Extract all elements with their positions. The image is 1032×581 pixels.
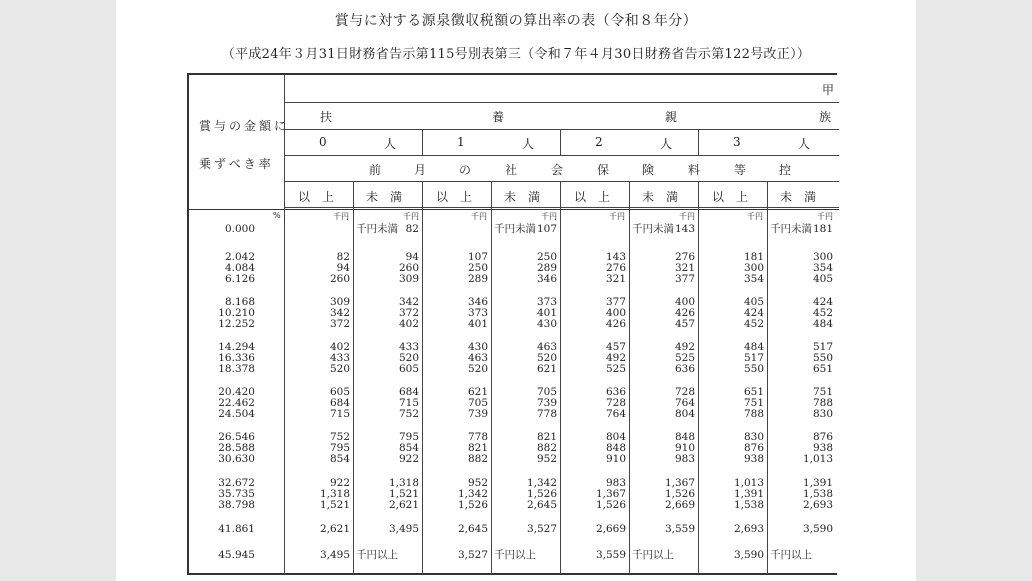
table-row <box>189 319 839 329</box>
ijou-cell: 804 <box>605 431 626 443</box>
table-row <box>189 364 839 374</box>
miman-cell: 276 <box>674 251 695 263</box>
ijou-header-2: 以 上 <box>574 190 611 204</box>
rate-cell: 41.861 <box>218 523 255 535</box>
ijou-cell: 848 <box>605 442 626 454</box>
person-1-unit: 人 <box>522 137 535 151</box>
ijou-cell: 751 <box>743 397 764 409</box>
miman-cell: 728 <box>674 386 695 398</box>
miman-cell: 520 <box>398 352 419 364</box>
zengetsu-char-4: 社 <box>505 163 518 177</box>
rate-cell: 2.042 <box>224 251 255 263</box>
header-rule-4 <box>284 181 839 182</box>
zengetsu-char-8: 料 <box>688 163 701 177</box>
ijou-cell: 752 <box>329 431 350 443</box>
ijou-cell: 910 <box>605 453 626 465</box>
miman-cell: 788 <box>812 397 833 409</box>
miman-cell: 484 <box>812 318 833 330</box>
zengetsu-char-5: 会 <box>551 163 564 177</box>
ijou-cell: 1,391 <box>733 488 764 500</box>
miman-cell: 1,318 <box>388 477 419 489</box>
ijou-cell: 550 <box>743 363 764 375</box>
miman-cell: 739 <box>536 397 557 409</box>
sub-divider-3 <box>629 181 630 575</box>
miman-cell: 346 <box>536 273 557 285</box>
miman-header-2: 未 満 <box>642 190 679 204</box>
rate-cell: 6.126 <box>224 273 255 285</box>
ijou-cell: 1,318 <box>319 488 350 500</box>
miman-cell: 938 <box>812 442 833 454</box>
ijou-cell: 525 <box>605 363 626 375</box>
miman-cell: 1,526 <box>526 488 557 500</box>
ijou-cell: 876 <box>743 442 764 454</box>
miman-cell: 1,342 <box>526 477 557 489</box>
table-row <box>189 443 839 453</box>
header-bottom-rule-inner <box>284 207 839 208</box>
miman-cell: 2,645 <box>526 499 557 511</box>
fuyou-char-2: 養 <box>492 110 505 124</box>
miman-cell: 143 <box>674 223 695 235</box>
ijou-cell: 1,526 <box>595 499 626 511</box>
fuyou-char-3: 親 <box>665 110 678 124</box>
ijou-cell: 402 <box>329 341 350 353</box>
person-2-unit: 人 <box>660 137 673 151</box>
ijou-cell: 3,559 <box>595 549 626 561</box>
rate-cell: 45.945 <box>218 549 255 561</box>
sub-divider-2 <box>491 181 492 575</box>
miman-cell: 684 <box>398 386 419 398</box>
miman-cell: 430 <box>536 318 557 330</box>
miman-cell: 520 <box>536 352 557 364</box>
ijou-cell: 705 <box>467 397 488 409</box>
person-2-number: 2 <box>595 135 603 149</box>
miman-cell: 1,391 <box>802 477 833 489</box>
miman-cell: 636 <box>674 363 695 375</box>
ijou-cell: 492 <box>605 352 626 364</box>
ijou-cell: 1,013 <box>733 477 764 489</box>
ijou-cell: 484 <box>743 341 764 353</box>
miman-cell: 354 <box>812 262 833 274</box>
ijou-cell: 2,645 <box>457 523 488 535</box>
ijou-cell: 517 <box>743 352 764 364</box>
miman-header-1: 未 満 <box>504 190 541 204</box>
miman-cell: 424 <box>812 296 833 308</box>
header-rule-3 <box>284 155 839 156</box>
table-row <box>189 432 839 442</box>
miman-cell: 463 <box>536 341 557 353</box>
ijou-cell: 764 <box>605 408 626 420</box>
senen-unit: 千円 <box>541 212 557 221</box>
person-divider-3 <box>698 129 699 155</box>
ijou-cell: 377 <box>605 296 626 308</box>
miman-cell: 181 <box>812 223 833 235</box>
ijou-cell: 405 <box>743 296 764 308</box>
miman-cell: 457 <box>674 318 695 330</box>
table-row <box>189 398 839 408</box>
zengetsu-char-6: 保 <box>597 163 610 177</box>
ijou-cell: 94 <box>336 262 350 274</box>
miman-header-3: 未 満 <box>780 190 817 204</box>
table-row <box>189 387 839 397</box>
miman-cell: 452 <box>812 307 833 319</box>
group-divider-3 <box>698 181 699 575</box>
ijou-cell: 3,527 <box>457 549 488 561</box>
ijou-cell: 346 <box>467 296 488 308</box>
ijou-cell: 882 <box>467 453 488 465</box>
ijou-cell: 373 <box>467 307 488 319</box>
miman-cell: 605 <box>398 363 419 375</box>
fuyou-char-1: 扶 <box>320 110 333 124</box>
miman-cell: 910 <box>674 442 695 454</box>
miman-cell: 882 <box>536 442 557 454</box>
rate-cell: 35.735 <box>218 488 255 500</box>
ijou-cell: 463 <box>467 352 488 364</box>
ijou-cell: 401 <box>467 318 488 330</box>
ijou-cell: 983 <box>605 477 626 489</box>
ijou-cell: 2,669 <box>595 523 626 535</box>
bound-note: 千円以上 <box>356 549 398 561</box>
sub-divider-4 <box>767 181 768 575</box>
miman-cell: 876 <box>812 431 833 443</box>
ijou-cell: 739 <box>467 408 488 420</box>
bound-note: 千円未満 <box>356 223 398 235</box>
bound-note: 千円未満 <box>770 223 812 235</box>
senen-unit: 千円 <box>609 212 625 221</box>
miman-cell: 402 <box>398 318 419 330</box>
miman-cell: 621 <box>536 363 557 375</box>
ijou-cell: 728 <box>605 397 626 409</box>
miman-cell: 2,621 <box>388 499 419 511</box>
ijou-cell: 1,526 <box>457 499 488 511</box>
miman-cell: 3,590 <box>802 523 833 535</box>
table-row <box>189 500 839 510</box>
ijou-cell: 922 <box>329 477 350 489</box>
ijou-cell: 372 <box>329 318 350 330</box>
rate-cell: 24.504 <box>218 408 255 420</box>
ijou-cell: 821 <box>467 442 488 454</box>
ijou-cell: 778 <box>467 431 488 443</box>
person-3-number: 3 <box>733 135 741 149</box>
person-0-number: 0 <box>319 135 327 149</box>
ijou-cell: 788 <box>743 408 764 420</box>
miman-cell: 795 <box>398 431 419 443</box>
ijou-cell: 82 <box>336 251 350 263</box>
ijou-cell: 854 <box>329 453 350 465</box>
table-row <box>189 409 839 419</box>
person-3-unit: 人 <box>798 137 811 151</box>
ijou-cell: 2,621 <box>319 523 350 535</box>
row-label-line1: 賞与の金額に <box>199 119 290 133</box>
miman-cell: 1,526 <box>664 488 695 500</box>
table-row <box>189 308 839 318</box>
ijou-cell: 1,538 <box>733 499 764 511</box>
miman-cell: 3,527 <box>526 523 557 535</box>
rate-cell: 38.798 <box>218 499 255 511</box>
ijou-cell: 309 <box>329 296 350 308</box>
ijou-header-0: 以 上 <box>298 190 335 204</box>
rate-cell: 12.252 <box>218 318 255 330</box>
ijou-cell: 2,693 <box>733 523 764 535</box>
miman-cell: 830 <box>812 408 833 420</box>
ijou-cell: 143 <box>605 251 626 263</box>
table-row <box>189 252 839 262</box>
group-divider-2 <box>560 181 561 575</box>
rate-cell: 20.420 <box>218 386 255 398</box>
miman-cell: 433 <box>398 341 419 353</box>
bound-note: 千円未満 <box>494 223 536 235</box>
miman-cell: 705 <box>536 386 557 398</box>
ijou-cell: 938 <box>743 453 764 465</box>
ijou-cell: 457 <box>605 341 626 353</box>
miman-cell: 94 <box>405 251 419 263</box>
table-row <box>189 274 839 284</box>
ijou-cell: 289 <box>467 273 488 285</box>
ijou-cell: 684 <box>329 397 350 409</box>
rate-cell: 8.168 <box>224 296 255 308</box>
ijou-cell: 636 <box>605 386 626 398</box>
person-divider-1 <box>422 129 423 155</box>
ijou-cell: 433 <box>329 352 350 364</box>
miman-cell: 377 <box>674 273 695 285</box>
miman-cell: 751 <box>812 386 833 398</box>
zengetsu-char-1: 前 <box>369 163 382 177</box>
person-1-number: 1 <box>457 135 465 149</box>
bound-note: 千円以上 <box>770 549 812 561</box>
header-rule-1 <box>284 102 839 103</box>
rate-cell: 14.294 <box>218 341 255 353</box>
senen-unit: 千円 <box>471 212 487 221</box>
miman-header-0: 未 満 <box>366 190 403 204</box>
rate-cell: 10.210 <box>218 307 255 319</box>
tax-rate-table <box>187 73 837 575</box>
bound-note: 千円以上 <box>494 549 536 561</box>
person-divider-2 <box>560 129 561 155</box>
ijou-cell: 107 <box>467 251 488 263</box>
bound-note: 千円未満 <box>632 223 674 235</box>
miman-cell: 2,693 <box>802 499 833 511</box>
bound-note: 千円以上 <box>632 549 674 561</box>
ijou-cell: 520 <box>467 363 488 375</box>
table-row <box>189 224 839 234</box>
ijou-cell: 520 <box>329 363 350 375</box>
miman-cell: 309 <box>398 273 419 285</box>
miman-cell: 2,669 <box>664 499 695 511</box>
miman-cell: 400 <box>674 296 695 308</box>
miman-cell: 550 <box>812 352 833 364</box>
ijou-cell: 181 <box>743 251 764 263</box>
table-row <box>189 478 839 488</box>
rate-cell: 16.336 <box>218 352 255 364</box>
header-rule-2 <box>284 129 839 130</box>
ijou-cell: 1,367 <box>595 488 626 500</box>
miman-cell: 821 <box>536 431 557 443</box>
table-row <box>189 263 839 273</box>
row-label-line2: 乗ずべき率 <box>199 157 274 171</box>
table-row <box>189 342 839 352</box>
miman-cell: 922 <box>398 453 419 465</box>
ijou-cell: 3,495 <box>319 549 350 561</box>
ijou-cell: 250 <box>467 262 488 274</box>
miman-cell: 82 <box>405 223 419 235</box>
miman-cell: 952 <box>536 453 557 465</box>
table-row <box>189 550 839 560</box>
header-bottom-rule <box>189 209 839 210</box>
ijou-cell: 321 <box>605 273 626 285</box>
miman-cell: 1,538 <box>802 488 833 500</box>
miman-cell: 372 <box>398 307 419 319</box>
senen-unit: 千円 <box>679 212 695 221</box>
ijou-cell: 605 <box>329 386 350 398</box>
miman-cell: 854 <box>398 442 419 454</box>
ijou-cell: 300 <box>743 262 764 274</box>
page-subtitle: （平成24年３月31日財務省告示第115号別表第三（令和７年４月30日財務省告示第122号改正）） <box>221 47 811 62</box>
miman-cell: 342 <box>398 296 419 308</box>
miman-cell: 804 <box>674 408 695 420</box>
ijou-header-1: 以 上 <box>436 190 473 204</box>
miman-cell: 1,013 <box>802 453 833 465</box>
ijou-cell: 1,342 <box>457 488 488 500</box>
miman-cell: 401 <box>536 307 557 319</box>
ijou-cell: 621 <box>467 386 488 398</box>
table-row <box>189 353 839 363</box>
zengetsu-char-9: 等 <box>734 163 747 177</box>
miman-cell: 107 <box>536 223 557 235</box>
ijou-cell: 715 <box>329 408 350 420</box>
percent-unit: % <box>273 211 281 220</box>
ijou-cell: 276 <box>605 262 626 274</box>
miman-cell: 764 <box>674 397 695 409</box>
rate-cell: 4.084 <box>224 262 255 274</box>
person-0-unit: 人 <box>384 137 397 151</box>
rate-cell: 0.000 <box>224 223 255 235</box>
miman-cell: 492 <box>674 341 695 353</box>
ijou-cell: 342 <box>329 307 350 319</box>
miman-cell: 300 <box>812 251 833 263</box>
rate-cell: 32.672 <box>218 477 255 489</box>
table-row <box>189 524 839 534</box>
miman-cell: 778 <box>536 408 557 420</box>
miman-cell: 250 <box>536 251 557 263</box>
rate-cell: 30.630 <box>218 453 255 465</box>
ijou-cell: 830 <box>743 431 764 443</box>
ijou-cell: 452 <box>743 318 764 330</box>
miman-cell: 848 <box>674 431 695 443</box>
miman-cell: 1,521 <box>388 488 419 500</box>
ijou-cell: 3,590 <box>733 549 764 561</box>
ijou-cell: 795 <box>329 442 350 454</box>
senen-unit: 千円 <box>333 212 349 221</box>
ijou-cell: 400 <box>605 307 626 319</box>
table-row <box>189 489 839 499</box>
ijou-cell: 354 <box>743 273 764 285</box>
miman-cell: 321 <box>674 262 695 274</box>
miman-cell: 1,367 <box>664 477 695 489</box>
rate-cell: 26.546 <box>218 431 255 443</box>
miman-cell: 426 <box>674 307 695 319</box>
miman-cell: 651 <box>812 363 833 375</box>
miman-cell: 405 <box>812 273 833 285</box>
miman-cell: 983 <box>674 453 695 465</box>
group-divider-1 <box>422 181 423 575</box>
ijou-cell: 426 <box>605 318 626 330</box>
miman-cell: 3,559 <box>664 523 695 535</box>
senen-unit: 千円 <box>747 212 763 221</box>
ijou-header-3: 以 上 <box>712 190 749 204</box>
senen-unit: 千円 <box>403 212 419 221</box>
rate-cell: 18.378 <box>218 363 255 375</box>
ijou-cell: 1,521 <box>319 499 350 511</box>
zengetsu-char-2: 月 <box>414 163 427 177</box>
rate-cell: 22.462 <box>218 397 255 409</box>
ijou-cell: 952 <box>467 477 488 489</box>
zengetsu-char-10: 控 <box>779 163 792 177</box>
ijou-cell: 424 <box>743 307 764 319</box>
miman-cell: 260 <box>398 262 419 274</box>
ijou-cell: 651 <box>743 386 764 398</box>
miman-cell: 715 <box>398 397 419 409</box>
zengetsu-char-7: 険 <box>642 163 655 177</box>
rate-cell: 28.588 <box>218 442 255 454</box>
senen-unit: 千円 <box>817 212 833 221</box>
miman-cell: 373 <box>536 296 557 308</box>
zengetsu-char-3: の <box>459 163 472 177</box>
fuyou-char-4: 族 <box>819 110 832 124</box>
table-row <box>189 297 839 307</box>
page-title: 賞与に対する源泉徴収税額の算出率の表（令和８年分） <box>334 13 698 29</box>
miman-cell: 517 <box>812 341 833 353</box>
miman-cell: 752 <box>398 408 419 420</box>
miman-cell: 525 <box>674 352 695 364</box>
miman-cell: 3,495 <box>388 523 419 535</box>
sub-divider-1 <box>353 181 354 575</box>
kou-label: 甲 <box>822 83 835 97</box>
ijou-cell: 430 <box>467 341 488 353</box>
ijou-cell: 260 <box>329 273 350 285</box>
table-row <box>189 454 839 464</box>
document-sheet <box>116 0 916 581</box>
miman-cell: 289 <box>536 262 557 274</box>
